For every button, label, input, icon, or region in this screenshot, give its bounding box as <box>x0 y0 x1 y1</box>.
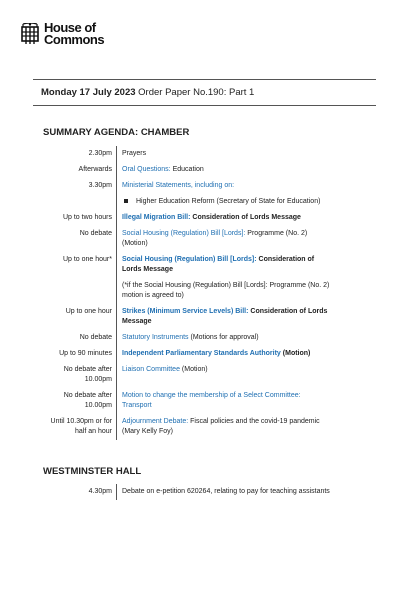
social-housing-bill-link[interactable]: Social Housing (Regulation) Bill [Lords]: <box>122 256 257 263</box>
adjournment-debate-link[interactable]: Adjournment Debate: <box>122 418 189 425</box>
agenda-item <box>116 304 332 330</box>
agenda-note: (*if the Social Housing (Regulation) Bill [Lords]: Programme (No. 2) motion is agreed to) <box>122 282 330 299</box>
agenda-row-prayers <box>43 146 343 162</box>
agenda-item-text: Programme (No. 2) (Motion) <box>122 230 308 247</box>
agenda-item-text: Consideration of Lords Message <box>122 308 328 325</box>
logo-line-1: House of <box>44 20 96 35</box>
top-rule <box>33 79 376 80</box>
bottom-rule <box>33 105 376 106</box>
agenda-row-e-petition <box>43 484 343 500</box>
agenda-row-strikes <box>43 304 343 330</box>
bullet-icon <box>124 199 128 203</box>
agenda-item <box>116 178 332 210</box>
agenda-item <box>116 414 332 440</box>
paper-date: Monday 17 July 2023 <box>41 87 136 98</box>
agenda-time: Until 10.30pm or for half an hour <box>50 418 112 435</box>
agenda-item <box>116 362 332 388</box>
agenda-row-ministerial-statements <box>43 178 343 210</box>
ministerial-statements-link[interactable]: Ministerial Statements, including on: <box>122 182 235 189</box>
agenda-time: 3.30pm <box>88 182 112 189</box>
summary-agenda-title: SUMMARY AGENDA: CHAMBER <box>43 127 190 138</box>
bullet-item <box>122 197 332 207</box>
agenda-row-oral-questions <box>43 162 343 178</box>
statutory-instruments-link[interactable]: Statutory Instruments <box>122 334 189 341</box>
agenda-item <box>116 210 332 226</box>
agenda-item <box>116 346 332 362</box>
ipsa-link[interactable]: Independent Parliamentary Standards Authority <box>122 350 281 357</box>
agenda-item <box>116 226 332 252</box>
bullet-text: Higher Education Reform (Secretary of State for Education) <box>136 198 321 205</box>
agenda-time: 2.30pm <box>88 150 112 157</box>
liaison-committee-link[interactable]: Liaison Committee <box>122 366 180 373</box>
agenda-row-social-housing-lords-message <box>43 252 343 304</box>
agenda-time: No debate after 10.00pm <box>63 392 112 409</box>
agenda-row-liaison-committee <box>43 362 343 388</box>
oral-questions-link[interactable]: Oral Questions: <box>122 166 171 173</box>
westminster-hall-title: WESTMINSTER HALL <box>43 466 142 477</box>
logo-line-2: Commons <box>44 32 105 47</box>
agenda-time: Up to one hour* <box>62 256 112 263</box>
agenda-time: Up to two hours <box>62 214 112 221</box>
paper-number: Order Paper No.190: Part 1 <box>138 87 255 98</box>
agenda-time: No debate <box>79 230 112 237</box>
agenda-time: Up to 90 minutes <box>59 350 112 357</box>
agenda-time: Afterwards <box>78 166 112 173</box>
agenda-row-social-housing-programme <box>43 226 343 252</box>
select-committee-motion-link[interactable]: Motion to change the membership of a Select Committee: Transport <box>122 392 301 409</box>
agenda-item-text: (Motions for approval) <box>190 334 259 341</box>
illegal-migration-bill-link[interactable]: Illegal Migration Bill: <box>122 214 191 221</box>
agenda-item <box>116 252 332 304</box>
chamber-agenda <box>43 146 343 440</box>
agenda-item <box>116 162 332 178</box>
agenda-row-select-committee <box>43 388 343 414</box>
agenda-item-text: Fiscal policies and the covid-19 pandemic (Mary Kelly Foy) <box>122 418 320 435</box>
agenda-row-illegal-migration <box>43 210 343 226</box>
strikes-bill-link[interactable]: Strikes (Minimum Service Levels) Bill: <box>122 308 249 315</box>
social-housing-bill-link[interactable]: Social Housing (Regulation) Bill [Lords]: <box>122 230 246 237</box>
agenda-item: Prayers <box>116 146 332 162</box>
agenda-item-text: Consideration of Lords Message <box>122 256 315 273</box>
agenda-item-text: (Motion) <box>282 350 311 357</box>
agenda-item <box>116 388 332 414</box>
agenda-time: No debate <box>79 334 112 341</box>
agenda-row-ipsa <box>43 346 343 362</box>
agenda-item-text: Consideration of Lords Message <box>192 214 301 221</box>
portcullis-icon <box>20 23 40 45</box>
agenda-time: No debate after 10.00pm <box>63 366 112 383</box>
westminster-hall-agenda <box>43 484 343 500</box>
agenda-row-statutory-instruments <box>43 330 343 346</box>
agenda-item <box>116 330 332 346</box>
agenda-time: 4.30pm <box>88 488 112 495</box>
agenda-item-text: Education <box>172 166 204 173</box>
agenda-item-text: (Motion) <box>181 366 208 373</box>
agenda-row-adjournment <box>43 414 343 440</box>
order-paper-heading <box>41 87 254 98</box>
house-of-commons-logo <box>20 22 104 46</box>
agenda-item: Debate on e-petition 620264, relating to pay for teaching assistants <box>116 484 332 500</box>
agenda-time: Up to one hour <box>65 308 112 315</box>
